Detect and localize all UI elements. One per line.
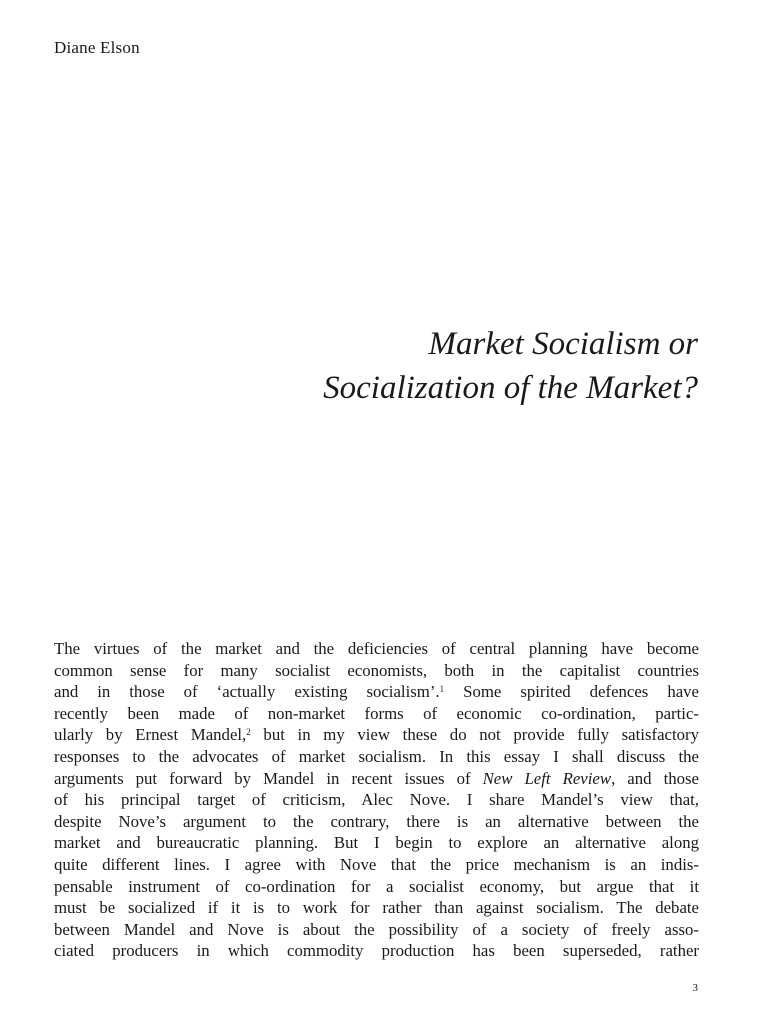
body-line-text: and in those of ‘actually existing socialism’. bbox=[54, 682, 440, 702]
body-line bbox=[54, 681, 699, 703]
article-title bbox=[323, 322, 698, 410]
body-line: pensable instrument of co-ordination for a socialist economy, but argue that it bbox=[54, 876, 699, 896]
page-number: 3 bbox=[692, 982, 698, 994]
body-line: between Mandel and Nove is about the possibility of a society of freely asso- bbox=[54, 919, 699, 939]
title-line-1: Market Socialism or bbox=[428, 326, 698, 362]
body-line: ciated producers in which commodity production has been superseded, rather bbox=[54, 941, 699, 961]
body-line-text: Some spirited defences have bbox=[444, 682, 699, 702]
body-line: responses to the advocates of market socialism. In this essay I shall discuss the bbox=[54, 746, 699, 766]
journal-title: New Left Review bbox=[482, 768, 612, 788]
body-line-text: , and those bbox=[611, 768, 699, 788]
body-line bbox=[54, 768, 699, 790]
footnote-marker-1: 1 bbox=[439, 684, 445, 695]
body-line: must be socialized if it is to work for rather than against socialism. The debate bbox=[54, 898, 699, 918]
body-line: market and bureaucratic planning. But I begin to explore an alternative along bbox=[54, 833, 699, 853]
body-line-text: but in my view these do not provide fully satisfactory bbox=[250, 725, 699, 745]
author-name: Diane Elson bbox=[54, 38, 140, 57]
body-line: quite different lines. I agree with Nove that the price mechanism is an indis- bbox=[54, 854, 699, 874]
body-line: The virtues of the market and the deficiencies of central planning have become bbox=[54, 639, 699, 658]
body-line: of his principal target of criticism, Alec Nove. I share Mandel’s view that, bbox=[54, 790, 699, 810]
body-paragraph bbox=[54, 638, 699, 962]
body-line: common sense for many socialist economists, both in the capitalist countries bbox=[54, 660, 699, 680]
title-line-2: Socialization of the Market? bbox=[323, 370, 698, 406]
footnote-marker-2: 2 bbox=[246, 727, 251, 738]
body-line-text: ularly by Ernest Mandel, bbox=[54, 725, 247, 745]
body-line-text: arguments put forward by Mandel in recent issues of bbox=[54, 768, 483, 788]
body-line bbox=[54, 724, 699, 746]
body-line: recently been made of non-market forms of economic co-ordination, partic- bbox=[54, 703, 699, 723]
body-line: despite Nove’s argument to the contrary, there is an alternative between the bbox=[54, 811, 699, 831]
